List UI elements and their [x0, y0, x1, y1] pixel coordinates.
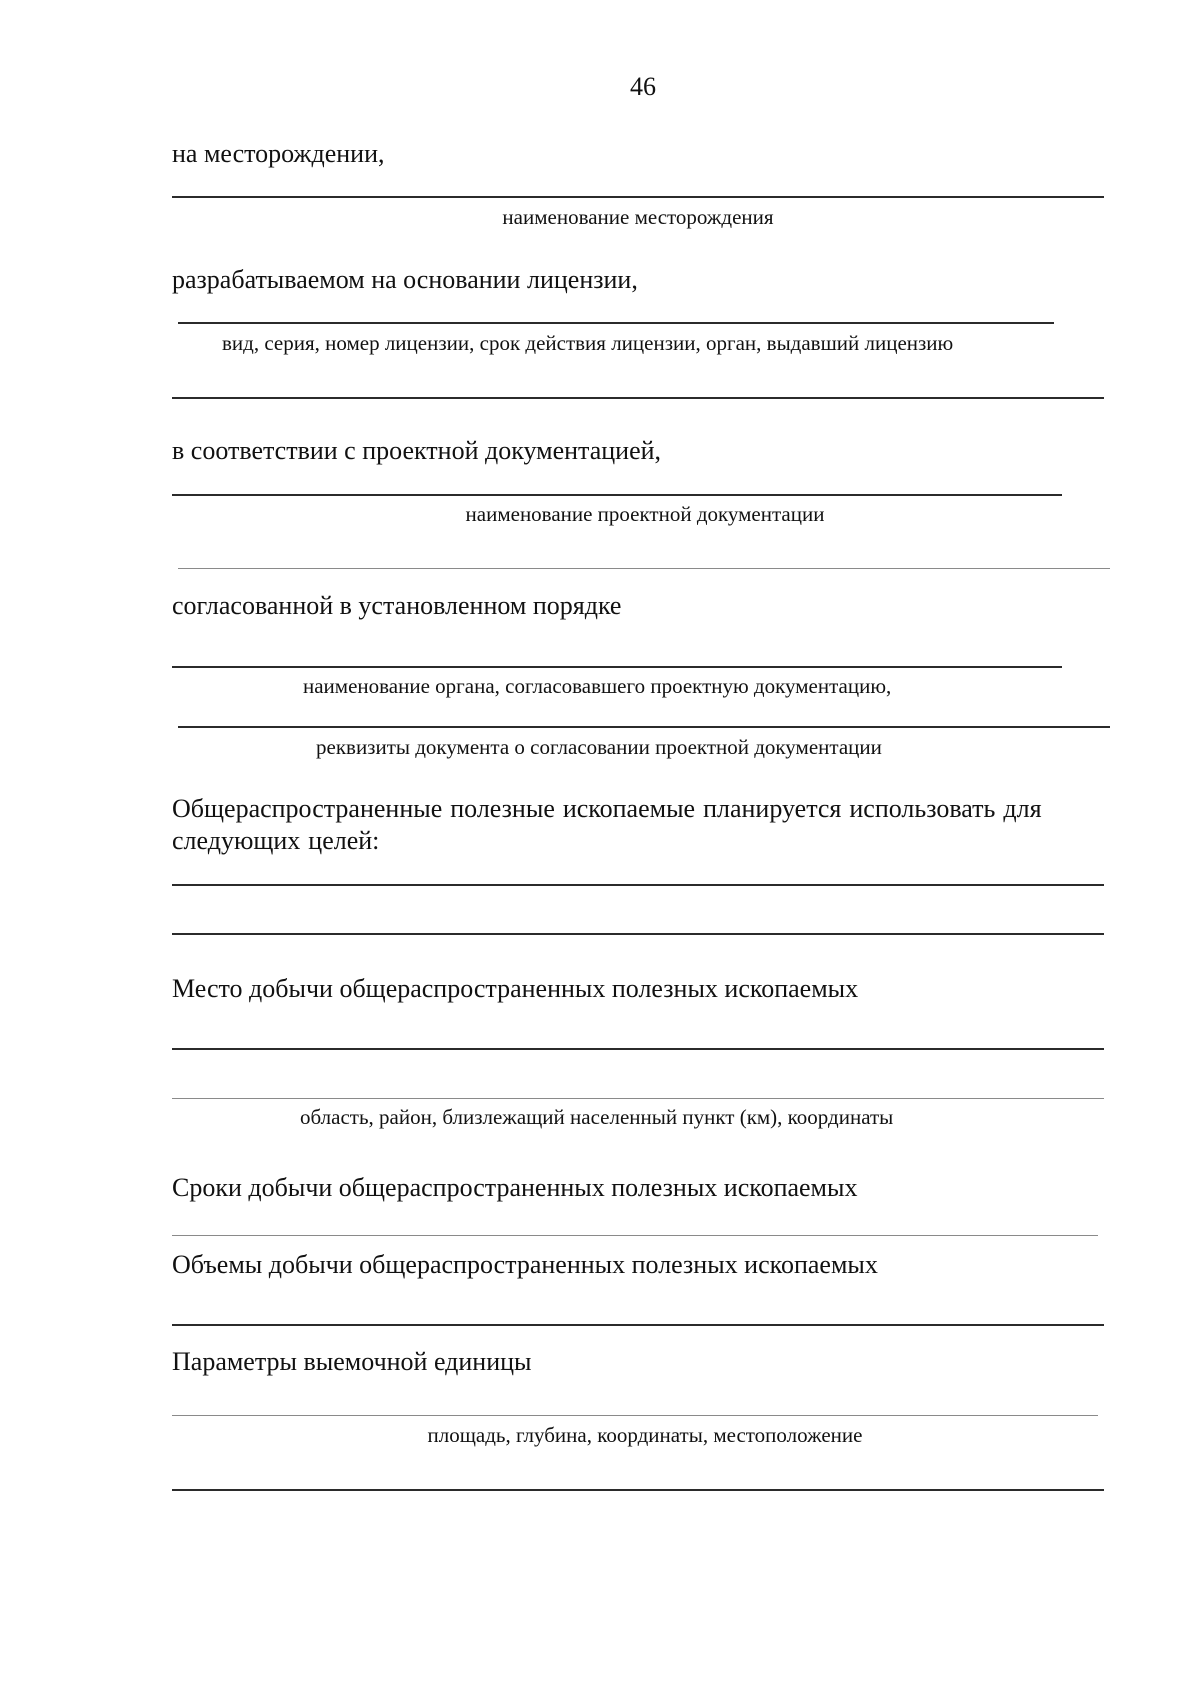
- location-field-line-1[interactable]: [172, 1048, 1104, 1050]
- approver-name-field-line[interactable]: [172, 666, 1062, 668]
- unit-params-label: Параметры выемочной единицы: [172, 1347, 532, 1376]
- unit-params-hint: площадь, глубина, координаты, местоположение: [427, 1423, 863, 1447]
- approval-doc-hint: реквизиты документа о согласовании проектной документации: [316, 735, 882, 759]
- unit-params-extra-line[interactable]: [172, 1489, 1104, 1491]
- license-intro-text: разрабатываемом на основании лицензии,: [172, 265, 638, 294]
- location-hint: область, район, близлежащий населенный пункт (км), координаты: [300, 1105, 894, 1129]
- timing-label: Сроки добычи общераспространенных полезных ископаемых: [172, 1173, 858, 1202]
- volume-label: Объемы добычи общераспространенных полезных ископаемых: [172, 1250, 878, 1279]
- deposit-name-field-line[interactable]: [172, 196, 1104, 198]
- purpose-text: Общераспространенные полезные ископаемые планируется использовать для следующих целей:: [172, 794, 1042, 855]
- approval-intro-text: согласованной в установленном порядке: [172, 591, 622, 620]
- location-label: Место добычи общераспространенных полезных ископаемых: [172, 974, 859, 1003]
- license-details-extra-line[interactable]: [172, 397, 1104, 399]
- approval-doc-field-line[interactable]: [178, 726, 1110, 728]
- purpose-field-line-2[interactable]: [172, 933, 1104, 935]
- approver-name-hint: наименование органа, согласовавшего проектную документацию,: [303, 674, 892, 698]
- unit-params-field-line[interactable]: [172, 1415, 1098, 1416]
- design-doc-extra-line[interactable]: [178, 568, 1110, 569]
- purpose-field-line-1[interactable]: [172, 884, 1104, 886]
- license-details-hint: вид, серия, номер лицензии, срок действия лицензии, орган, выдавший лицензию: [222, 331, 954, 355]
- design-doc-name-field-line[interactable]: [172, 494, 1062, 496]
- volume-field-line[interactable]: [172, 1324, 1104, 1326]
- deposit-intro-text: на месторождении,: [172, 139, 385, 168]
- page-number: 46: [630, 72, 656, 101]
- license-details-field-line[interactable]: [178, 322, 1054, 324]
- design-doc-name-hint: наименование проектной документации: [465, 502, 825, 526]
- timing-field-line[interactable]: [172, 1235, 1098, 1236]
- deposit-name-hint: наименование месторождения: [502, 205, 774, 229]
- design-doc-intro-text: в соответствии с проектной документацией,: [172, 436, 662, 465]
- location-field-line-2[interactable]: [172, 1098, 1104, 1099]
